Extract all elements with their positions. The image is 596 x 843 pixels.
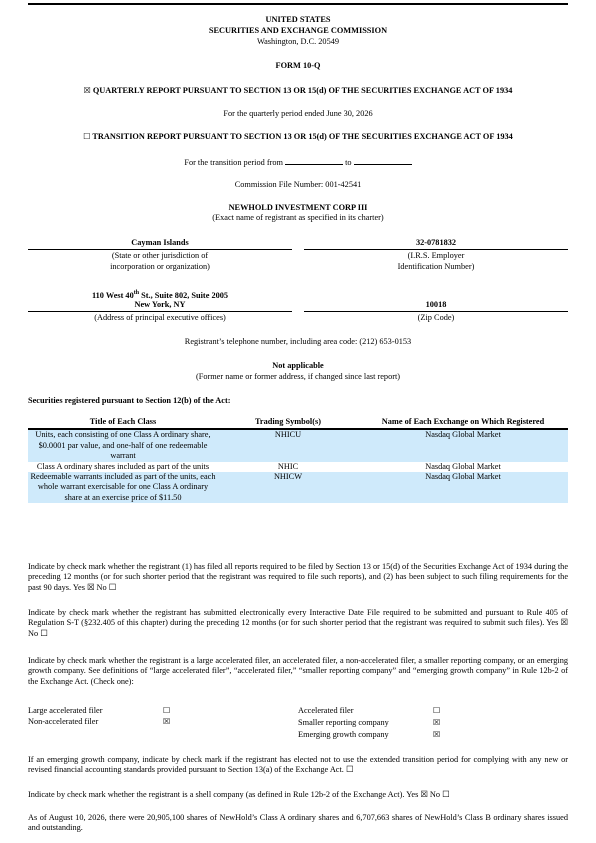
jurisdiction-caption-2: incorporation or organization) xyxy=(110,262,210,271)
former-name-caption: (Former name or former address, if changed since last report) xyxy=(195,372,401,381)
transition-period-to: to xyxy=(345,158,352,167)
filer-non-accelerated-checkbox: ☒ xyxy=(163,717,171,726)
ein-caption-2: Identification Number) xyxy=(397,262,475,271)
registrant-name: NEWHOLD INVESTMENT CORP III xyxy=(228,203,368,212)
table-row xyxy=(28,462,568,472)
cell-exchange: Nasdaq Global Market xyxy=(358,472,568,503)
transition-period-prefix: For the transition period from xyxy=(184,158,283,167)
cell-title: Class A ordinary shares included as part of the units xyxy=(36,461,210,471)
cell-symbol: NHICU xyxy=(218,429,358,461)
ein: 32-0781832 xyxy=(415,238,457,247)
col-symbol: Trading Symbol(s) xyxy=(218,417,358,429)
emerging-growth-paragraph: If an emerging growth company, indicate by check mark if the registrant has elected not to use the extended transition period for complying with any new or revised financial accounting standards provided pursuant to Section 13(a) of the Exchange Act. ☐ xyxy=(28,755,568,775)
transition-period xyxy=(0,156,596,168)
address-pre: 110 West 40 xyxy=(91,290,134,300)
header-line-2: SECURITIES AND EXCHANGE COMMISSION xyxy=(208,26,388,35)
filer-smaller-reporting-label: Smaller reporting company xyxy=(298,718,389,727)
cell-exchange: Nasdaq Global Market xyxy=(358,429,568,461)
table-row xyxy=(28,472,568,503)
ein-rule xyxy=(304,249,568,250)
quarterly-checkbox: ☒ xyxy=(83,86,91,95)
filer-smaller-reporting-checkbox: ☒ xyxy=(433,718,441,727)
cell-symbol: NHIC xyxy=(277,461,299,471)
filer-emerging-growth-checkbox: ☒ xyxy=(433,730,441,739)
filer-non-accelerated-label: Non-accelerated filer xyxy=(28,717,99,726)
address-post: St., Suite 802, Suite 2005 xyxy=(139,290,229,300)
table-row xyxy=(28,429,568,461)
transition-from-blank xyxy=(285,156,343,165)
quarterly-report-text: QUARTERLY REPORT PURSUANT TO SECTION 13 OR 15(d) OF THE SECURITIES EXCHANGE ACT OF 1934 xyxy=(92,86,513,95)
interactive-data-paragraph: Indicate by check mark whether the registrant has submitted electronically every Interactive Date File required to be submitted and pursuant to Rule 405 of Regulation S-T (§232.405 of this chapter) during the preceding 12 months (or for such shorter period that the registrant was required to submit such files). Yes ☒ No ☐ xyxy=(28,608,568,638)
filer-accelerated-label: Accelerated filer xyxy=(298,706,354,715)
address-caption: (Address of principal executive offices) xyxy=(94,313,226,322)
commission-file-number: Commission File Number: 001-42541 xyxy=(234,180,362,189)
col-exchange: Name of Each Exchange on Which Registered xyxy=(358,417,568,429)
address-rule xyxy=(28,311,292,312)
securities-heading: Securities registered pursuant to Section 12(b) of the Act: xyxy=(28,396,231,405)
cell-symbol: NHICW xyxy=(218,472,358,503)
address-sup: th xyxy=(133,290,140,296)
address-line-2: New York, NY xyxy=(134,300,186,309)
ein-caption-1: (I.R.S. Employer xyxy=(407,251,465,260)
filer-large-accelerated-checkbox: ☐ xyxy=(163,706,171,715)
registrant-name-caption: (Exact name of registrant as specified in its charter) xyxy=(212,213,384,222)
zip-caption: (Zip Code) xyxy=(417,313,455,322)
quarterly-period: For the quarterly period ended June 30, 2026 xyxy=(223,109,373,118)
zip-code: 10018 xyxy=(425,300,447,309)
header-line-1: UNITED STATES xyxy=(265,15,331,24)
telephone-line: Registrant’s telephone number, including area code: (212) 653-0153 xyxy=(184,337,412,346)
quarterly-report-line xyxy=(0,86,596,96)
jurisdiction-caption-1: (State or other jurisdiction of xyxy=(111,251,209,260)
cell-title: Redeemable warrants included as part of the units, each whole warrant exercisable for one Class A ordinary share at an exercise price of $11.50 xyxy=(28,472,218,503)
transition-report-line xyxy=(0,132,596,142)
filer-status-paragraph: Indicate by check mark whether the registrant is a large accelerated filer, an accelerated filer, a non-accelerated filer, a smaller reporting company, or an emerging growth company. See definitions of “large accelerated filer”, “accelerated filer,” “smaller reporting company” and “emerging growth company” in Rule 12b-2 of the Exchange Act. (Check one): xyxy=(28,656,568,686)
zip-rule xyxy=(304,311,568,312)
shell-company-paragraph: Indicate by check mark whether the registrant is a shell company (as defined in Rule 12b-2 of the Exchange Act). Yes ☒ No ☐ xyxy=(28,790,450,799)
securities-table xyxy=(28,417,568,503)
former-name: Not applicable xyxy=(272,361,324,370)
cell-exchange: Nasdaq Global Market xyxy=(425,461,501,471)
transition-report-text: TRANSITION REPORT PURSUANT TO SECTION 13 OR 15(d) OF THE SECURITIES EXCHANGE ACT OF 1934 xyxy=(92,132,513,141)
jurisdiction: Cayman Islands xyxy=(131,238,189,247)
transition-checkbox: ☐ xyxy=(83,132,91,141)
col-title: Title of Each Class xyxy=(28,417,218,429)
filer-accelerated-checkbox: ☐ xyxy=(433,706,441,715)
top-rule xyxy=(28,3,568,5)
jurisdiction-rule xyxy=(28,249,292,250)
cell-title: Units, each consisting of one Class A ordinary share, $0.0001 par value, and one-half of one redeemable warrant xyxy=(28,429,218,461)
transition-to-blank xyxy=(354,156,412,165)
filer-large-accelerated-label: Large accelerated filer xyxy=(28,706,103,715)
header-line-3: Washington, D.C. 20549 xyxy=(256,37,340,46)
shares-outstanding-paragraph: As of August 10, 2026, there were 20,905,100 shares of NewHold’s Class A ordinary shares and 6,707,663 shares of NewHold’s Class B ordinary shares issued and outstanding. xyxy=(28,813,568,833)
filer-emerging-growth-label: Emerging growth company xyxy=(298,730,389,739)
reports-filed-paragraph: Indicate by check mark whether the registrant (1) has filed all reports required to be filed by Section 13 or 15(d) of the Securities Exchange Act of 1934 during the preceding 12 months (or for such shorter period that the registrant was required to file such reports), and (2) has been subject to such filing requirements for the past 90 days. Yes ☒ No ☐ xyxy=(28,562,568,592)
form-title: FORM 10-Q xyxy=(275,61,321,70)
